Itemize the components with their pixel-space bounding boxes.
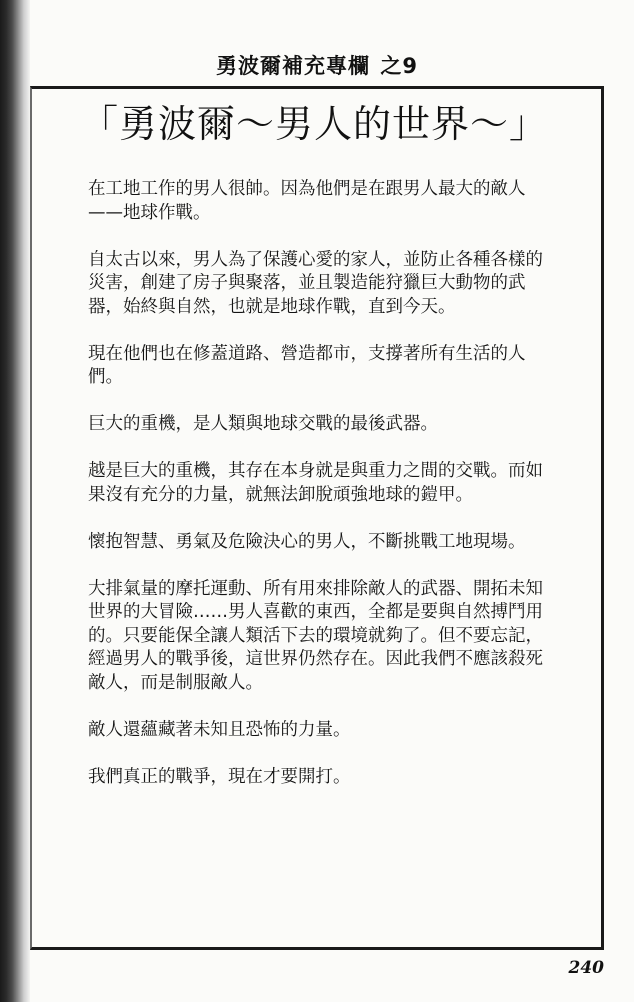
column-header xyxy=(0,50,634,80)
paragraph: 巨大的重機，是人類與地球交戰的最後武器。 xyxy=(88,414,438,434)
paragraph: 大排氣量的摩托運動、所有用來排除敵人的武器、開拓未知世界的大冒險……男人喜歡的東西，全都是要與自然搏鬥用的。只要能保全讓人類活下去的環境就夠了。但不要忘記，經過男人的戰爭後，這世界仍然存在。因此我們不應該殺死敵人，而是制服敵人。 xyxy=(88,578,543,693)
article-title: 「勇波爾～男人的世界～」 xyxy=(80,102,549,146)
column-header-title: 勇波爾補充專欄 xyxy=(216,54,371,78)
paragraph: 懷抱智慧、勇氣及危險決心的男人，不斷挑戰工地現場。 xyxy=(88,531,526,552)
article-body xyxy=(88,178,558,813)
paragraph: 自太古以來，男人為了保護心愛的家人，並防止各種各樣的災害，創建了房子與聚落，並且製造能狩獵巨大動物的武器，始終與自然，也就是地球作戰，直到今天。 xyxy=(88,249,543,317)
paragraph: 敵人還蘊藏著未知且恐怖的力量。 xyxy=(88,719,351,740)
column-header-number: 之9 xyxy=(380,54,418,78)
paragraph: 越是巨大的重機，其存在本身就是與重力之間的交戰。而如果沒有充分的力量，就無法卸脫頑強地球的鎧甲。 xyxy=(88,461,543,505)
book-spine-shadow xyxy=(0,0,30,1002)
paragraph: 現在他們也在修蓋道路、營造都市，支撐著所有生活的人們。 xyxy=(88,343,526,387)
paragraph: 在工地工作的男人很帥。因為他們是在跟男人最大的敵人——地球作戰。 xyxy=(88,179,526,223)
paragraph: 我們真正的戰爭，現在才要開打。 xyxy=(88,766,351,787)
page-number: 240 xyxy=(568,958,604,978)
